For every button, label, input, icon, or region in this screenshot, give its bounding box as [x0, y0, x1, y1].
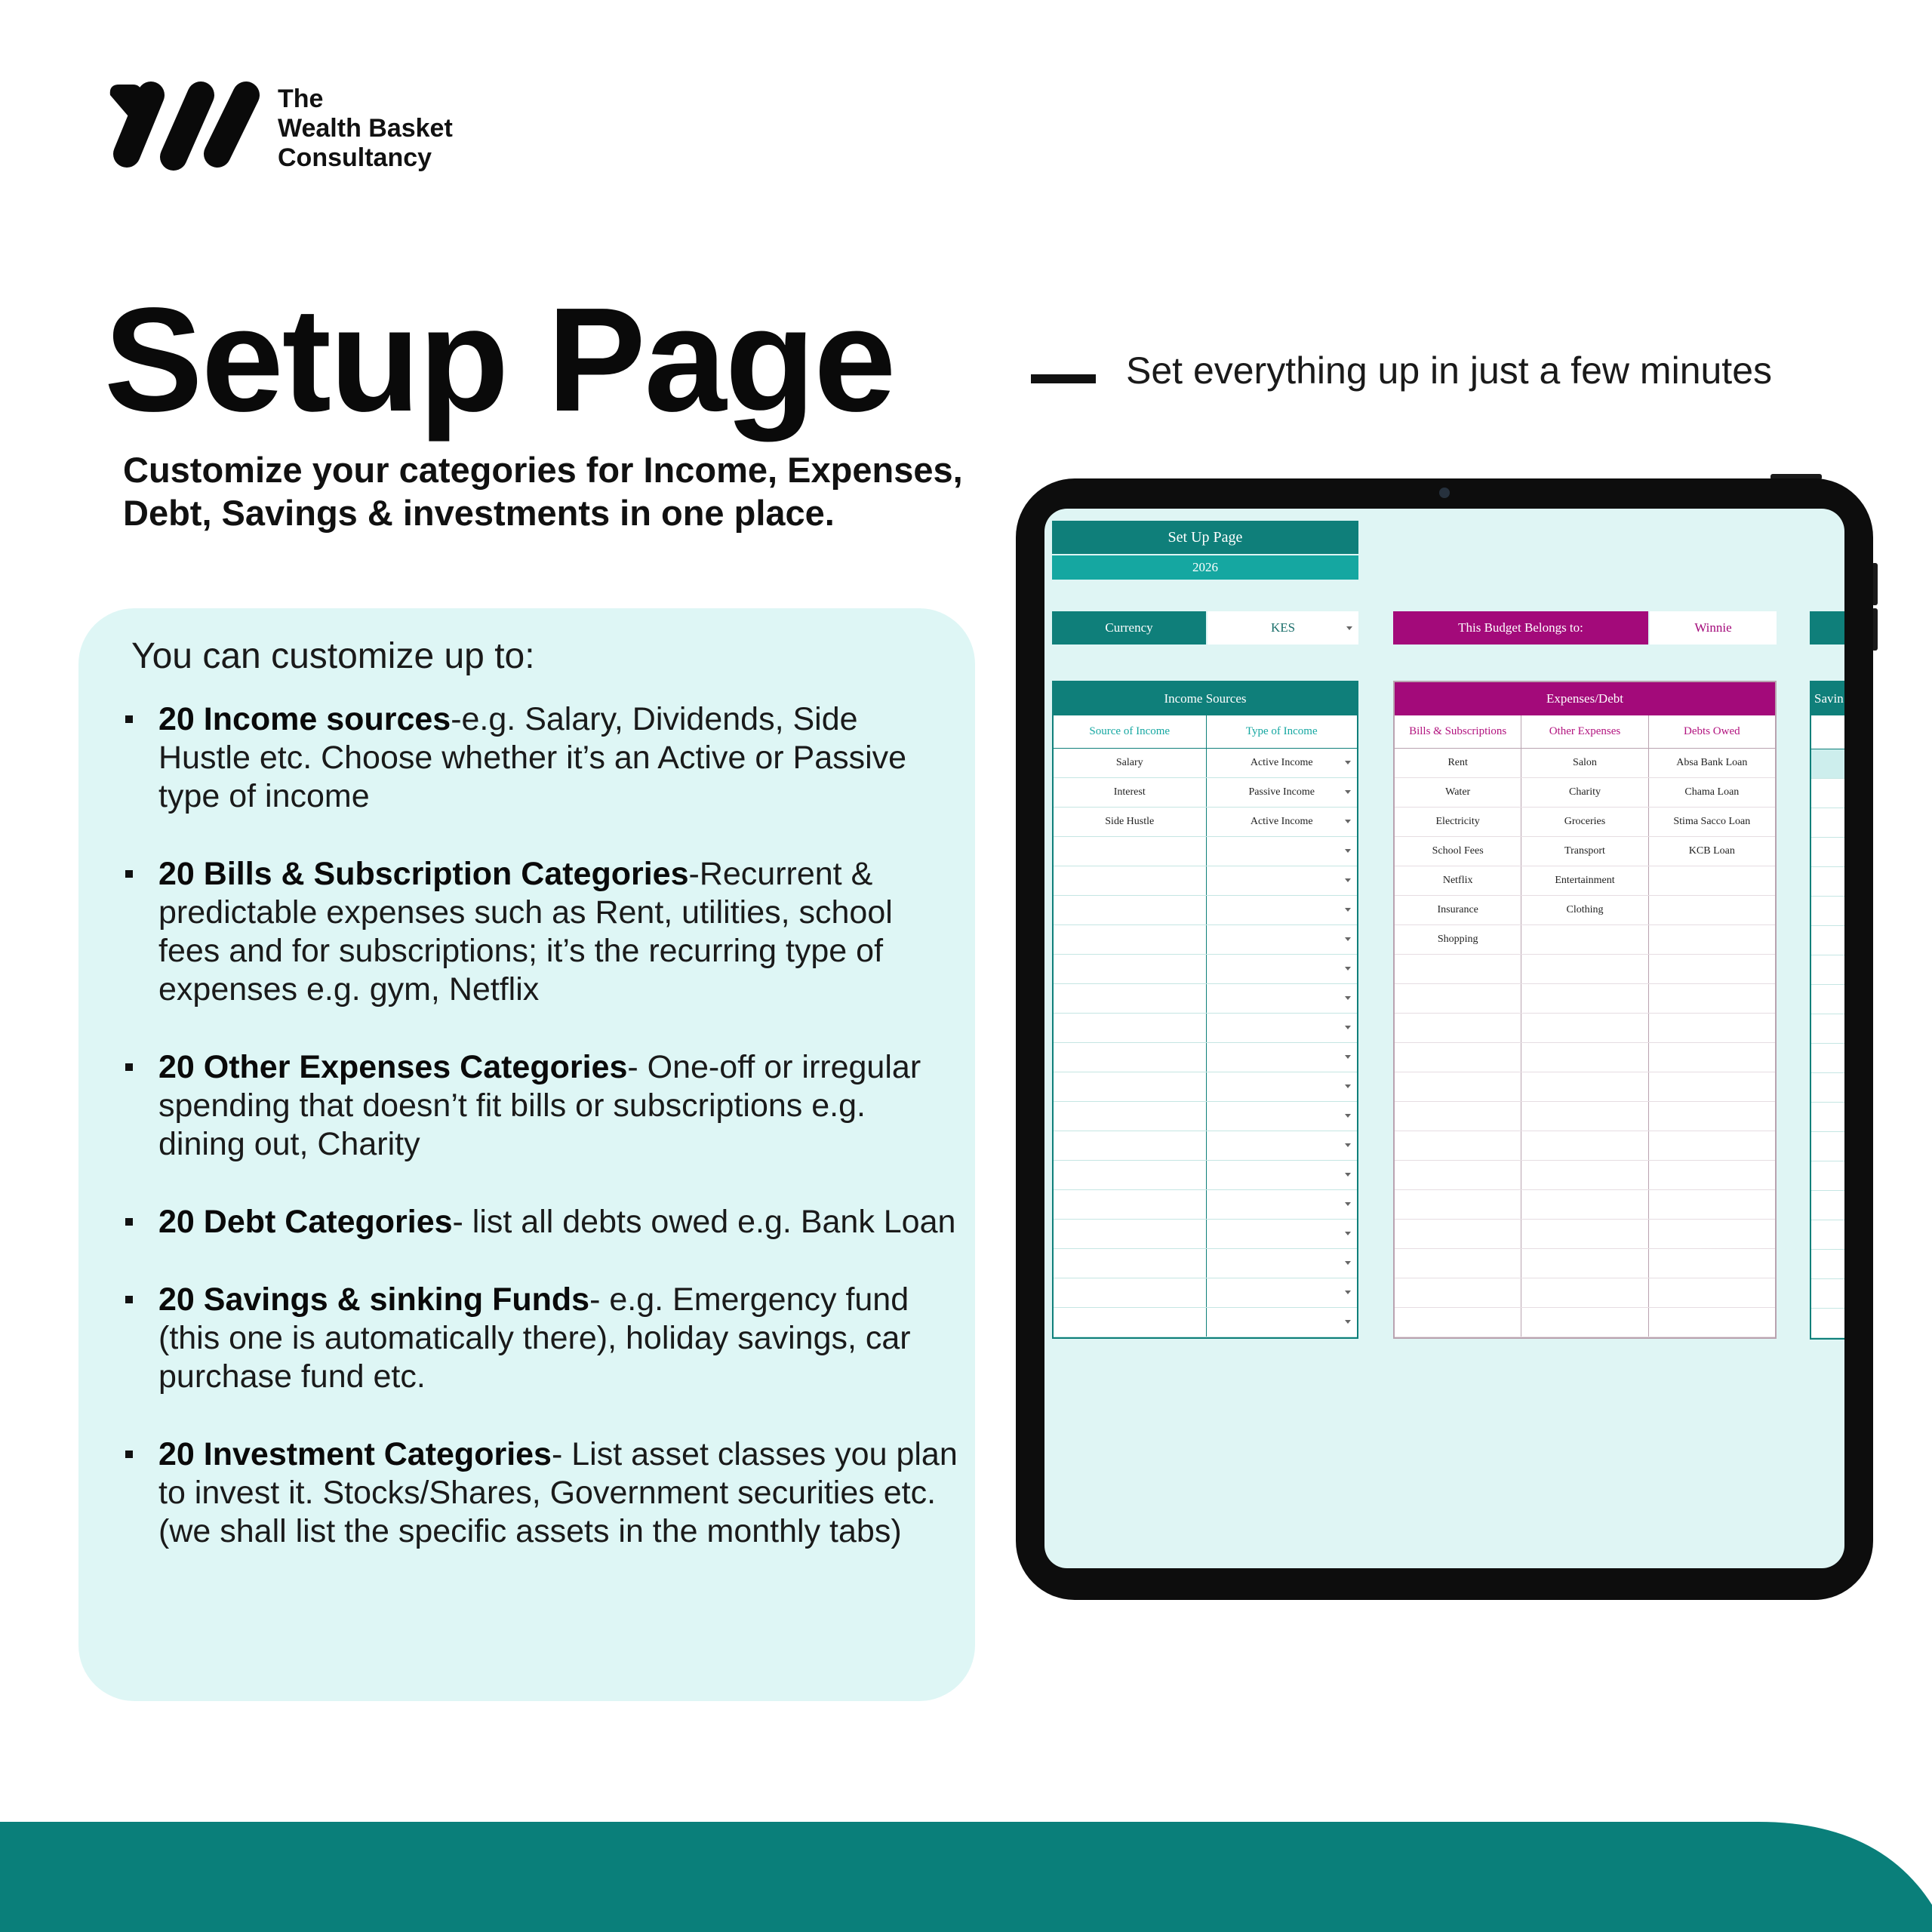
income-sources-table [1052, 681, 1358, 1339]
table-row [1054, 896, 1357, 925]
other-expenses-cell[interactable] [1521, 925, 1648, 954]
other-expenses-cell[interactable] [1521, 1043, 1648, 1072]
currency-label: Currency [1052, 611, 1206, 645]
currency-select[interactable] [1208, 611, 1358, 645]
debts-cell[interactable] [1649, 1249, 1775, 1278]
list-item-text: - list all debts owed e.g. Bank Loan [452, 1204, 956, 1240]
table-row [1054, 749, 1357, 778]
table-row [1395, 808, 1775, 837]
table-row [1054, 925, 1357, 955]
table-row [1054, 1249, 1357, 1278]
income-source-cell[interactable] [1054, 1131, 1207, 1160]
table-row [1054, 1278, 1357, 1308]
table-row[interactable] [1811, 838, 1844, 867]
income-type-select[interactable] [1207, 1161, 1358, 1189]
table-row[interactable] [1811, 1014, 1844, 1044]
table-row[interactable] [1811, 926, 1844, 955]
other-expenses-cell[interactable]: Entertainment [1521, 866, 1648, 895]
table-row [1054, 1131, 1357, 1161]
debts-cell[interactable]: Chama Loan [1684, 786, 1740, 798]
debts-cell[interactable] [1649, 896, 1775, 924]
other-expenses-cell[interactable] [1521, 1220, 1648, 1248]
income-source-cell[interactable] [1054, 866, 1207, 895]
bills-cell[interactable] [1395, 1308, 1521, 1337]
owner-input[interactable]: Winnie [1650, 611, 1777, 645]
debts-cell[interactable] [1649, 866, 1775, 895]
list-item-text: -e.g. Salary, Dividends, Side Hustle etc. Choose whether it’s an Active or Passive type of income [158, 701, 907, 814]
table-row [1395, 866, 1775, 896]
table-row [1395, 837, 1775, 866]
table-row [1395, 1161, 1775, 1190]
list-item-text: - List asset classes you plan to invest it. Stocks/Shares, Government securities etc. (we shall list the specific assets in the monthly tabs) [158, 1436, 958, 1549]
income-source-cell[interactable] [1054, 1220, 1207, 1248]
bills-cell[interactable] [1395, 1043, 1521, 1072]
other-expenses-cell[interactable]: Groceries [1521, 808, 1648, 836]
debts-cell[interactable] [1649, 984, 1775, 1013]
bottom-decorative-band [0, 1822, 1932, 1932]
table-row [1054, 1102, 1357, 1131]
list-item [121, 1435, 958, 1551]
sheet-title: Set Up Page [1052, 521, 1358, 554]
table-row [1054, 1220, 1357, 1249]
bullet-icon [125, 715, 133, 723]
table-row [1395, 1102, 1775, 1131]
customize-list [121, 700, 958, 1590]
list-item-text: - One-off or irregular spending that doesn’t fit bills or subscriptions e.g. dining out, Charity [158, 1049, 921, 1162]
table-row [1054, 778, 1357, 808]
chevron-down-icon [1345, 967, 1351, 971]
savings-table-title: Savin [1811, 682, 1844, 715]
table-row [1054, 1308, 1357, 1337]
income-source-cell[interactable] [1054, 1249, 1207, 1278]
camera-icon [1439, 488, 1450, 498]
income-type-select[interactable] [1207, 1308, 1358, 1337]
savings-label-partial [1810, 611, 1844, 645]
other-expenses-cell[interactable] [1521, 1308, 1648, 1337]
brand-line-2: Wealth Basket [278, 114, 453, 143]
income-type-select[interactable] [1207, 808, 1358, 836]
table-row [1395, 1043, 1775, 1072]
chevron-down-icon [1345, 820, 1351, 823]
chevron-down-icon [1345, 1232, 1351, 1235]
savings-table-header [1811, 715, 1844, 749]
bills-cell[interactable] [1395, 1131, 1521, 1160]
list-item [121, 700, 958, 816]
income-source-cell[interactable] [1054, 925, 1207, 954]
bills-cell[interactable] [1395, 1014, 1521, 1042]
bills-cell[interactable] [1395, 984, 1521, 1013]
income-type-select[interactable] [1207, 1102, 1358, 1131]
bills-cell[interactable]: Rent [1395, 749, 1521, 777]
other-expenses-cell[interactable] [1521, 1131, 1648, 1160]
table-row[interactable] [1811, 1220, 1844, 1250]
bullet-icon [125, 1063, 133, 1071]
list-item-bold: 20 Debt Categories [158, 1204, 453, 1240]
income-source-cell[interactable] [1054, 1190, 1207, 1219]
income-type-select[interactable] [1207, 866, 1358, 895]
card-heading: You can customize up to: [131, 636, 535, 676]
wealth-basket-logo-icon [104, 78, 263, 177]
chevron-down-icon [1345, 790, 1351, 794]
table-row [1395, 1249, 1775, 1278]
income-type-value: Active Income [1250, 757, 1313, 768]
debts-cell[interactable] [1649, 1072, 1775, 1101]
debts-cell[interactable] [1649, 1102, 1775, 1131]
list-item [121, 1048, 958, 1164]
brand-name [278, 85, 453, 173]
income-source-cell[interactable] [1054, 1043, 1207, 1072]
table-row [1395, 1308, 1775, 1337]
bills-cell[interactable] [1395, 1072, 1521, 1101]
column-header: Bills & Subscriptions [1395, 715, 1521, 749]
list-item [121, 855, 958, 1009]
income-type-select[interactable] [1207, 925, 1358, 954]
bullet-icon [125, 1296, 133, 1303]
debts-cell[interactable] [1649, 955, 1775, 983]
income-type-value: Passive Income [1248, 786, 1315, 798]
table-row[interactable] [1811, 955, 1844, 985]
debts-cell[interactable]: Absa Bank Loan [1676, 757, 1748, 768]
income-type-select[interactable] [1207, 1220, 1358, 1248]
debts-cell[interactable] [1649, 925, 1775, 954]
bills-cell[interactable]: Water [1395, 778, 1521, 807]
table-row[interactable] [1811, 1279, 1844, 1309]
income-type-select[interactable] [1207, 1014, 1358, 1042]
list-item-bold: 20 Investment Categories [158, 1436, 552, 1472]
income-source-cell[interactable] [1054, 1161, 1207, 1189]
income-source-cell[interactable] [1054, 1072, 1207, 1101]
debts-cell[interactable] [1649, 1131, 1775, 1160]
income-type-value: Active Income [1250, 816, 1313, 827]
other-expenses-cell[interactable] [1521, 984, 1648, 1013]
bills-cell[interactable] [1395, 955, 1521, 983]
table-row [1054, 1043, 1357, 1072]
debts-cell[interactable]: KCB Loan [1688, 845, 1735, 857]
currency-value: KES [1270, 620, 1296, 635]
debts-cell[interactable] [1649, 1220, 1775, 1248]
debts-cell[interactable] [1649, 1308, 1775, 1337]
income-source-cell[interactable]: Side Hustle [1054, 808, 1207, 836]
chevron-down-icon [1345, 1202, 1351, 1206]
table-row[interactable] [1811, 1161, 1844, 1191]
page-title: Setup Page [104, 277, 895, 442]
brand-line-1: The [278, 85, 324, 113]
table-row [1054, 808, 1357, 837]
income-type-select[interactable] [1207, 1131, 1358, 1160]
income-type-select[interactable] [1207, 955, 1358, 983]
table-row [1395, 984, 1775, 1014]
expenses-debt-table [1393, 681, 1777, 1339]
other-expenses-cell[interactable] [1521, 1072, 1648, 1101]
bills-cell[interactable] [1395, 1102, 1521, 1131]
table-row[interactable] [1811, 1250, 1844, 1279]
list-item-text: - e.g. Emergency fund (this one is automatically there), holiday savings, car purchase fund etc. [158, 1281, 911, 1395]
list-item [121, 1281, 958, 1396]
other-expenses-cell[interactable] [1521, 1278, 1648, 1307]
bills-cell[interactable] [1395, 1278, 1521, 1307]
table-row [1395, 778, 1775, 808]
table-row [1395, 1190, 1775, 1220]
other-expenses-cell[interactable]: Charity [1521, 778, 1648, 807]
income-type-select[interactable] [1207, 778, 1358, 807]
chevron-down-icon [1345, 1143, 1351, 1147]
list-item-bold: 20 Savings & sinking Funds [158, 1281, 590, 1318]
chevron-down-icon [1345, 761, 1351, 764]
chevron-down-icon [1345, 1026, 1351, 1029]
bills-cell[interactable] [1395, 1249, 1521, 1278]
other-expenses-cell[interactable] [1521, 955, 1648, 983]
income-type-select[interactable] [1207, 896, 1358, 924]
bills-cell[interactable]: Shopping [1395, 925, 1521, 954]
chevron-down-icon [1345, 937, 1351, 941]
bills-cell[interactable] [1395, 1190, 1521, 1219]
table-row[interactable] [1811, 1132, 1844, 1161]
chevron-down-icon [1346, 626, 1352, 630]
title-dash [1031, 374, 1096, 383]
expenses-table-title: Expenses/Debt [1395, 682, 1775, 715]
debts-cell[interactable] [1649, 1190, 1775, 1219]
table-row[interactable] [1811, 867, 1844, 897]
bills-cell[interactable]: Netflix [1395, 866, 1521, 895]
income-source-cell[interactable] [1054, 837, 1207, 866]
income-source-cell[interactable] [1054, 1278, 1207, 1307]
savings-table [1810, 681, 1844, 1340]
other-expenses-cell[interactable] [1521, 1014, 1648, 1042]
income-source-cell[interactable] [1054, 984, 1207, 1013]
bills-cell[interactable]: School Fees [1395, 837, 1521, 866]
sheet-year: 2026 [1052, 555, 1358, 580]
table-row [1054, 1161, 1357, 1190]
other-expenses-cell[interactable]: Salon [1521, 749, 1648, 777]
income-table-header [1054, 715, 1357, 749]
table-row [1395, 1014, 1775, 1043]
income-type-select[interactable] [1207, 1278, 1358, 1307]
income-type-select[interactable] [1207, 984, 1358, 1013]
chevron-down-icon [1345, 908, 1351, 912]
table-row[interactable] [1811, 749, 1844, 779]
table-row[interactable] [1811, 985, 1844, 1014]
bills-cell[interactable] [1395, 1220, 1521, 1248]
income-type-select[interactable] [1207, 749, 1358, 777]
debts-cell[interactable] [1649, 1161, 1775, 1189]
bills-cell[interactable] [1395, 1161, 1521, 1189]
chevron-down-icon [1345, 1291, 1351, 1294]
other-expenses-cell[interactable] [1521, 1102, 1648, 1131]
owner-label: This Budget Belongs to: [1393, 611, 1648, 645]
table-row[interactable] [1811, 1073, 1844, 1103]
income-source-cell[interactable] [1054, 896, 1207, 924]
table-row[interactable] [1811, 1191, 1844, 1220]
income-type-select[interactable] [1207, 1249, 1358, 1278]
column-header: Type of Income [1207, 715, 1358, 749]
income-type-select[interactable] [1207, 1072, 1358, 1101]
list-item-text: -Recurrent & predictable expenses such as Rent, utilities, school fees and for subscriptions; it’s the recurring type of expenses e.g. gym, Netflix [158, 856, 893, 1008]
table-row[interactable] [1811, 1309, 1844, 1338]
table-row [1395, 1131, 1775, 1161]
table-row[interactable] [1811, 1103, 1844, 1132]
list-item-bold: 20 Other Expenses Categories [158, 1049, 628, 1085]
spreadsheet-screen [1044, 509, 1844, 1568]
debts-cell[interactable]: Stima Sacco Loan [1673, 816, 1751, 827]
other-expenses-cell[interactable]: Transport [1521, 837, 1648, 866]
chevron-down-icon [1345, 878, 1351, 882]
column-header: Debts Owed [1649, 715, 1775, 749]
income-source-cell[interactable]: Interest [1054, 778, 1207, 807]
table-row[interactable] [1811, 808, 1844, 838]
table-row [1395, 749, 1775, 778]
table-row [1395, 1278, 1775, 1308]
income-source-cell[interactable] [1054, 1102, 1207, 1131]
table-row [1395, 896, 1775, 925]
table-row[interactable] [1811, 897, 1844, 926]
table-row [1054, 955, 1357, 984]
chevron-down-icon [1345, 1055, 1351, 1059]
table-row [1054, 1190, 1357, 1220]
column-header: Source of Income [1054, 715, 1207, 749]
income-type-select[interactable] [1207, 1043, 1358, 1072]
bullet-icon [125, 1451, 133, 1458]
other-expenses-cell[interactable] [1521, 1249, 1648, 1278]
table-row [1395, 1072, 1775, 1102]
table-row [1054, 1072, 1357, 1102]
income-source-cell[interactable] [1054, 1308, 1207, 1337]
page-tagline: Set everything up in just a few minutes [1126, 349, 1773, 392]
table-row [1395, 955, 1775, 984]
debts-cell[interactable] [1649, 1278, 1775, 1307]
income-table-title: Income Sources [1054, 682, 1357, 715]
chevron-down-icon [1345, 1173, 1351, 1177]
other-expenses-cell[interactable]: Clothing [1521, 896, 1648, 924]
table-row [1054, 837, 1357, 866]
debts-cell[interactable] [1649, 1014, 1775, 1042]
chevron-down-icon [1345, 1261, 1351, 1265]
table-row [1054, 1014, 1357, 1043]
other-expenses-cell[interactable] [1521, 1190, 1648, 1219]
table-row [1054, 866, 1357, 896]
customize-card [78, 608, 975, 1701]
column-header: Other Expenses [1521, 715, 1648, 749]
table-row[interactable] [1811, 1044, 1844, 1073]
chevron-down-icon [1345, 1114, 1351, 1118]
debts-cell[interactable] [1649, 1043, 1775, 1072]
income-source-cell[interactable] [1054, 1014, 1207, 1042]
bullet-icon [125, 870, 133, 878]
bullet-icon [125, 1218, 133, 1226]
bills-cell[interactable]: Insurance [1395, 896, 1521, 924]
table-row [1395, 925, 1775, 955]
intro-text: Customize your categories for Income, Expenses, Debt, Savings & investments in one place. [123, 450, 963, 533]
income-source-cell[interactable] [1054, 955, 1207, 983]
chevron-down-icon [1345, 1320, 1351, 1324]
income-source-cell[interactable]: Salary [1054, 749, 1207, 777]
list-item [121, 1203, 958, 1241]
income-type-select[interactable] [1207, 837, 1358, 866]
expenses-table-header [1395, 715, 1775, 749]
list-item-bold: 20 Bills & Subscription Categories [158, 856, 689, 892]
chevron-down-icon [1345, 1084, 1351, 1088]
chevron-down-icon [1345, 996, 1351, 1000]
chevron-down-icon [1345, 849, 1351, 853]
bills-cell[interactable]: Electricity [1395, 808, 1521, 836]
list-item-bold: 20 Income sources [158, 701, 451, 737]
brand-line-3: Consultancy [278, 143, 432, 172]
income-type-select[interactable] [1207, 1190, 1358, 1219]
table-row [1395, 1220, 1775, 1249]
table-row [1054, 984, 1357, 1014]
table-row[interactable] [1811, 779, 1844, 808]
other-expenses-cell[interactable] [1521, 1161, 1648, 1189]
